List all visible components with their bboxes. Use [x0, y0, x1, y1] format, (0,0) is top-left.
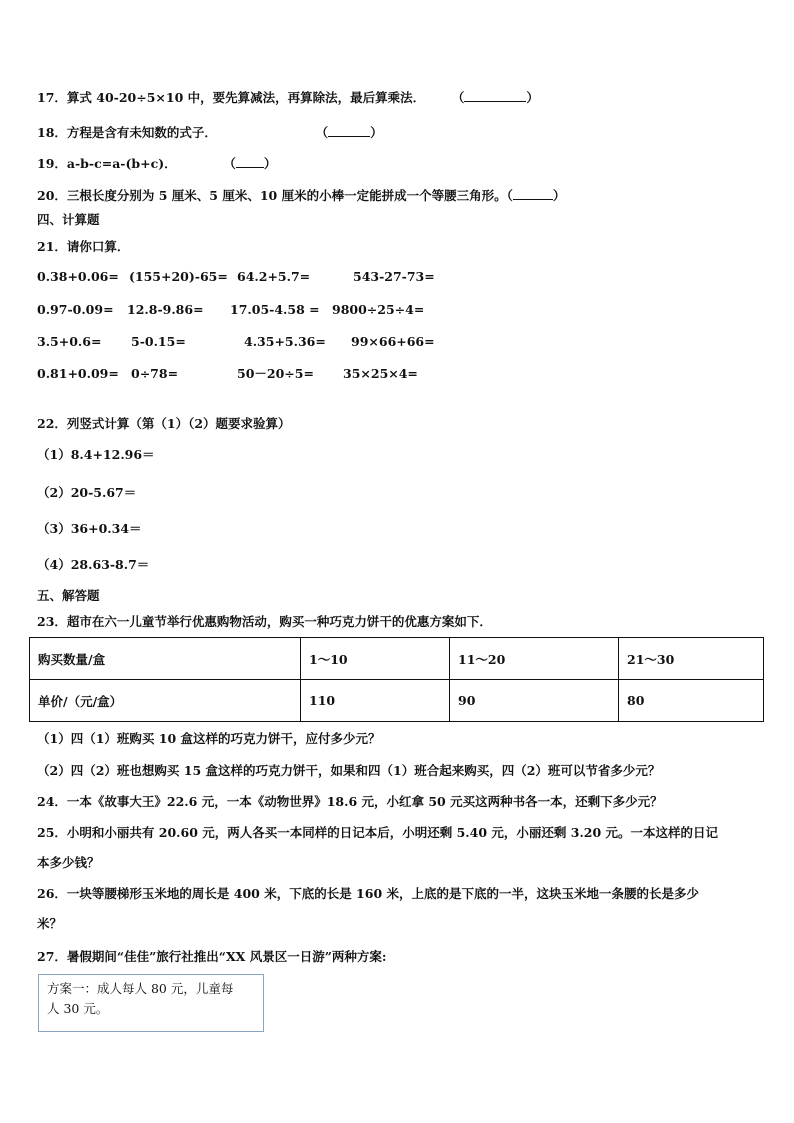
math-item: 0.81+0.09=	[37, 366, 119, 381]
question-27: 27．暑假期间“佳佳”旅行社推出“XX 风景区一日游”两种方案:	[37, 949, 387, 964]
table-row	[30, 680, 764, 722]
math-item: 12.8-9.86=	[127, 302, 204, 317]
math-item: 5-0.15=	[131, 334, 186, 349]
math-item: 64.2+5.7=	[237, 269, 311, 284]
question-23-sub-1: （1）四（1）班购买 10 盒这样的巧克力饼干，应付多少元？	[37, 731, 381, 746]
question-24: 24．一本《故事大王》22.6 元，一本《动物世界》18.6 元，小红拿 50 元买这两种书各一本，还剩下多少元？	[37, 794, 663, 809]
answer-blank[interactable]	[464, 89, 526, 102]
question-17	[37, 89, 539, 106]
math-item: 99×66+66=	[351, 334, 435, 349]
question-21: 21．请你口算．	[37, 239, 130, 254]
vertical-calc-item-4: （4）28.63-8.7＝	[37, 557, 150, 572]
math-item: (155+20)-65=	[129, 269, 228, 284]
math-item: 543-27-73=	[353, 269, 435, 284]
table-header-cell: 购买数量/盒	[30, 638, 301, 680]
math-item: 17.05-4.58 =	[230, 302, 320, 317]
vertical-calc-item-1: （1）8.4+12.96＝	[37, 447, 155, 462]
table-header-cell: 1～10	[301, 638, 450, 680]
table-cell: 90	[450, 680, 619, 722]
plan-1-box	[38, 974, 264, 1032]
table-row	[30, 638, 764, 680]
vertical-calc-item-2: （2）20-5.67＝	[37, 485, 137, 500]
math-item: 0.38+0.06=	[37, 269, 119, 284]
question-19	[37, 155, 276, 172]
section-5-title: 五、解答题	[37, 588, 100, 603]
question-26-line-2: 米？	[37, 916, 63, 931]
question-19-text: 19．a-b-c=a-(b+c)．	[37, 156, 177, 171]
question-18	[37, 124, 383, 141]
table-header-cell: 11～20	[450, 638, 619, 680]
answer-blank[interactable]	[328, 124, 370, 137]
question-20	[37, 187, 565, 204]
math-item: 35×25×4=	[343, 366, 418, 381]
math-item: 0.97-0.09=	[37, 302, 114, 317]
question-25-line-2: 本多少钱？	[37, 855, 100, 870]
table-cell: 110	[301, 680, 450, 722]
table-header-cell: 21～30	[619, 638, 764, 680]
answer-blank[interactable]	[513, 187, 553, 200]
vertical-calc-item-3: （3）36+0.34＝	[37, 521, 142, 536]
question-20-text: 20．三根长度分别为 5 厘米、5 厘米、10 厘米的小棒一定能拼成一个等腰三角形。	[37, 188, 507, 203]
section-4-title: 四、计算题	[37, 212, 100, 227]
answer-paren-close: ）	[552, 188, 566, 203]
answer-paren-close: ）	[370, 125, 383, 140]
question-23-sub-2: （2）四（2）班也想购买 15 盒这样的巧克力饼干，如果和四（1）班合起来购买，四（2）班可以节省多少元？	[37, 763, 661, 778]
math-item: 50－20÷5=	[237, 366, 314, 381]
question-22: 22．列竖式计算（第（1）（2）题要求验算）	[37, 416, 291, 431]
answer-paren-open: （	[451, 90, 465, 105]
answer-paren-open: （	[315, 125, 329, 140]
question-25-line-1: 25．小明和小丽共有 20.60 元，两人各买一本同样的日记本后，小明还剩 5.40 元，小丽还剩 3.20 元。一本这样的日记	[37, 825, 719, 840]
answer-paren-close: ）	[526, 90, 539, 105]
answer-paren-open: （	[223, 156, 236, 171]
answer-blank[interactable]	[236, 155, 264, 168]
question-26-line-1: 26．一块等腰梯形玉米地的周长是 400 米，下底的长是 160 米，上底的是下底的一半，这块玉米地一条腰的长是多少	[37, 886, 699, 901]
math-item: 9800÷25÷4=	[332, 302, 425, 317]
plan-1-line-1: 方案一：成人每人 80 元，儿童每	[47, 981, 234, 996]
question-23: 23．超市在六一儿童节举行优惠购物活动，购买一种巧克力饼干的优惠方案如下．	[37, 614, 492, 629]
math-item: 0÷78=	[131, 366, 179, 381]
question-17-text: 17．算式 40-20÷5×10 中，要先算减法，再算除法，最后算乘法．	[37, 90, 426, 105]
math-item: 4.35+5.36=	[244, 334, 326, 349]
answer-paren-open: （	[506, 188, 513, 203]
table-cell: 单价/（元/盒）	[30, 680, 301, 722]
math-item: 3.5+0.6=	[37, 334, 102, 349]
answer-paren-close: ）	[263, 156, 277, 171]
question-18-text: 18．方程是含有未知数的式子．	[37, 125, 217, 140]
price-table	[29, 637, 764, 722]
table-cell: 80	[619, 680, 764, 722]
plan-1-line-2: 人 30 元。	[47, 1001, 109, 1016]
